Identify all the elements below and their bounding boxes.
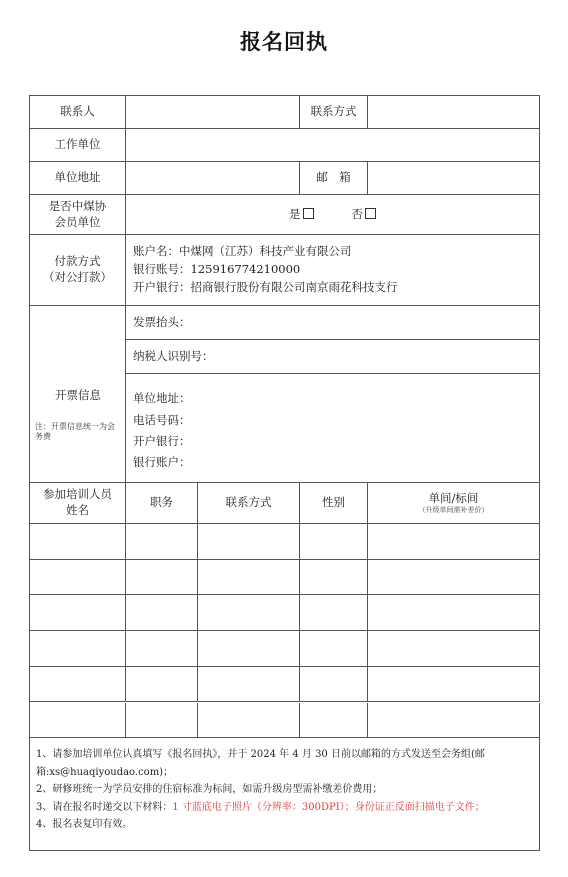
room-type-header-note: （升级单间需补差价）	[418, 506, 489, 515]
note-1: 1、请参加培训单位认真填写《报名回执》，并于 2024 年 4 月 30 日前以邮箱的方式发送至会务组(邮箱:xs@huaqiyoudao.com)；	[36, 749, 485, 778]
participant-name-header	[30, 483, 126, 524]
invoice-account-label: 银行账户：	[133, 455, 191, 470]
payment-method-label	[30, 235, 126, 306]
work-unit-field[interactable]	[126, 129, 540, 162]
member-no-option[interactable]	[352, 207, 377, 223]
invoice-details-field[interactable]	[126, 374, 540, 483]
taxpayer-id-label: 纳税人识别号：	[133, 348, 214, 363]
participant-gender-cell[interactable]	[300, 560, 368, 596]
participant-name-header-line2: 姓名	[66, 503, 89, 517]
payment-label-line2: （对公打款）	[43, 270, 112, 284]
form-title: 报名回执	[240, 30, 328, 54]
gender-header: 性别	[300, 483, 368, 524]
member-choice-cell	[126, 195, 540, 235]
participant-name-cell[interactable]	[30, 524, 126, 560]
participant-contact-cell[interactable]	[198, 595, 300, 631]
participant-room-cell[interactable]	[368, 631, 540, 667]
contact-method-label: 联系方式	[300, 96, 368, 129]
email-field[interactable]	[368, 162, 540, 195]
participant-contact-cell[interactable]	[198, 524, 300, 560]
member-label-line1: 是否中煤协	[48, 198, 107, 213]
invoice-header-label: 发票抬头：	[133, 314, 191, 329]
participant-room-cell[interactable]	[368, 703, 540, 739]
room-type-header-line1: 单间/标间	[428, 490, 479, 505]
participant-room-cell[interactable]	[368, 524, 540, 560]
note-4: 4、报名表复印有效。	[36, 819, 133, 830]
participant-name-cell[interactable]	[30, 631, 126, 667]
participant-position-cell[interactable]	[126, 524, 198, 560]
participant-position-cell[interactable]	[126, 631, 198, 667]
participant-name-cell[interactable]	[30, 595, 126, 631]
invoice-address-label: 单位地址：	[133, 391, 191, 406]
payment-details	[126, 235, 540, 306]
taxpayer-id-field[interactable]	[126, 340, 540, 374]
participant-name-cell[interactable]	[30, 667, 126, 703]
participant-position-cell[interactable]	[126, 560, 198, 596]
participant-contact-cell[interactable]	[198, 560, 300, 596]
note-3-materials: 1 寸蓝底电子照片（分辨率：300DPI）；身份证正反面扫描电子文件；	[172, 801, 485, 813]
account-name: 账户名：中煤网（江苏）科技产业有限公司	[133, 244, 352, 259]
participant-position-cell[interactable]	[126, 595, 198, 631]
participant-contact-cell[interactable]	[198, 631, 300, 667]
participant-name-cell[interactable]	[30, 703, 126, 739]
invoice-header-field[interactable]	[126, 306, 540, 340]
account-number: 银行账号：125916774210000	[133, 262, 301, 277]
member-unit-label	[30, 195, 126, 235]
invoice-bank-label: 开户银行：	[133, 434, 191, 448]
contact-method-field[interactable]	[368, 96, 540, 129]
participant-name-header-line1: 参加培训人员	[43, 487, 112, 502]
member-label-line2: 会员单位	[54, 214, 101, 229]
member-yes-label: 是	[289, 206, 301, 221]
work-unit-label: 工作单位	[30, 129, 126, 162]
note-2: 2、研修班统一为学员安排的住宿标准为标间，如需升级房型需补缴差价费用；	[36, 784, 383, 795]
checkbox-icon[interactable]	[365, 208, 376, 219]
invoice-info-label-cell	[30, 306, 126, 483]
payment-label-line1: 付款方式	[54, 254, 101, 269]
participant-gender-cell[interactable]	[300, 667, 368, 703]
contact-header: 联系方式	[198, 483, 300, 524]
participant-room-cell[interactable]	[368, 560, 540, 596]
room-type-header	[368, 483, 540, 524]
participant-contact-cell[interactable]	[198, 703, 300, 739]
participant-contact-cell[interactable]	[198, 667, 300, 703]
unit-address-label: 单位地址	[30, 162, 126, 195]
participant-room-cell[interactable]	[368, 667, 540, 703]
participant-position-cell[interactable]	[126, 703, 198, 739]
invoice-phone-label: 电话号码：	[133, 412, 191, 427]
participant-gender-cell[interactable]	[300, 595, 368, 631]
member-no-label: 否	[351, 206, 363, 221]
contact-person-label: 联系人	[30, 96, 126, 129]
participant-gender-cell[interactable]	[300, 524, 368, 560]
invoice-info-note: 注：开票信息统一为会务费	[35, 422, 115, 442]
participant-gender-cell[interactable]	[300, 631, 368, 667]
invoice-info-label: 开票信息	[55, 388, 101, 402]
note-3	[36, 799, 533, 817]
unit-address-field[interactable]	[126, 162, 300, 195]
note-3-prefix: 3、请在报名时递交以下材料：	[36, 801, 173, 813]
participant-position-cell[interactable]	[126, 667, 198, 703]
member-yes-option[interactable]	[289, 207, 314, 223]
registration-form-table	[29, 95, 540, 851]
contact-person-field[interactable]	[126, 96, 300, 129]
position-header: 职务	[126, 483, 198, 524]
email-label: 邮 箱	[300, 162, 368, 195]
notes-section	[30, 738, 540, 851]
participant-gender-cell[interactable]	[300, 703, 368, 739]
participant-room-cell[interactable]	[368, 595, 540, 631]
participant-name-cell[interactable]	[30, 560, 126, 596]
account-bank: 开户银行：招商银行股份有限公司南京雨花科技支行	[133, 279, 398, 294]
checkbox-icon[interactable]	[303, 208, 314, 219]
